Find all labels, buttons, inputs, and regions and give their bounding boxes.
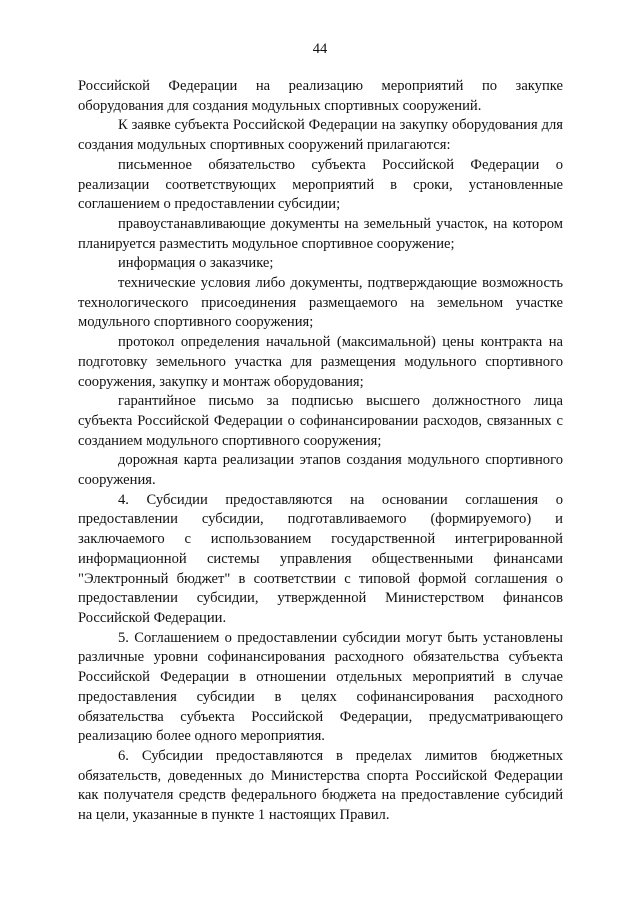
paragraph-item-6: 6. Субсидии предоставляются в пределах лимитов бюджетных обязательств, доведенных до Министерства спорта Российской Федерации как получателя средств федерального бюджета на предоставление субсидий на цели, указанные в пункте 1 настоящих Правил. [78,747,563,824]
paragraph-continuation: Российской Федерации на реализацию мероприятий по закупке оборудования для создания модульных спортивных сооружений. [78,78,563,114]
paragraph-item-5: 5. Соглашением о предоставлении субсидии могут быть установлены различные уровни софинансирования расходного обязательства субъекта Российской Федерации в отношении отдельных мероприятий в случае предоставления субсидии в целях софинансирования расходного обязательства субъекта Российской Федерации, предусматривающего реализацию более одного мероприятия. [78,629,563,745]
list-item-price-protocol: протокол определения начальной (максимальной) цены контракта на подготовку земельного участка для размещения модульного спортивного сооружения, закупку и монтаж оборудования; [78,334,563,390]
paragraph-item-4: 4. Субсидии предоставляются на основании соглашения о предоставлении субсидии, подготавливаемого (формируемого) и заключаемого с использованием государственной интегрированной информационной системы управления общественными финансами "Электронный бюджет" в соответствии с типовой формой соглашения о предоставлении субсидии, утвержденной Министерством финансов Российской Федерации. [78,491,563,626]
page-number: 44 [312,41,328,57]
paragraph-attachments-intro: К заявке субъекта Российской Федерации на закупку оборудования для создания модульных спортивных сооружений прилагаются: [78,117,563,154]
document-body [78,77,563,826]
list-item-obligation: письменное обязательство субъекта Российской Федерации о реализации соответствующих мероприятий в сроки, установленные соглашением о предоставлении субсидии; [78,156,563,213]
list-item-technical-conditions: технические условия либо документы, подтверждающие возможность технологического присоединения размещаемого на земельном участке модульного спортивного сооружения; [78,275,563,331]
list-item-land-documents: правоустанавливающие документы на земельный участок, на котором планируется разместить модульное спортивное сооружение; [78,215,563,252]
list-item-roadmap: дорожная карта реализации этапов создания модульного спортивного сооружения. [78,452,563,489]
list-item-customer-info: информация о заказчике; [118,255,274,272]
list-item-guarantee-letter: гарантийное письмо за подписью высшего должностного лица субъекта Российской Федерации о софинансировании расходов, связанных с созданием модульного спортивного сооружения; [78,393,563,449]
